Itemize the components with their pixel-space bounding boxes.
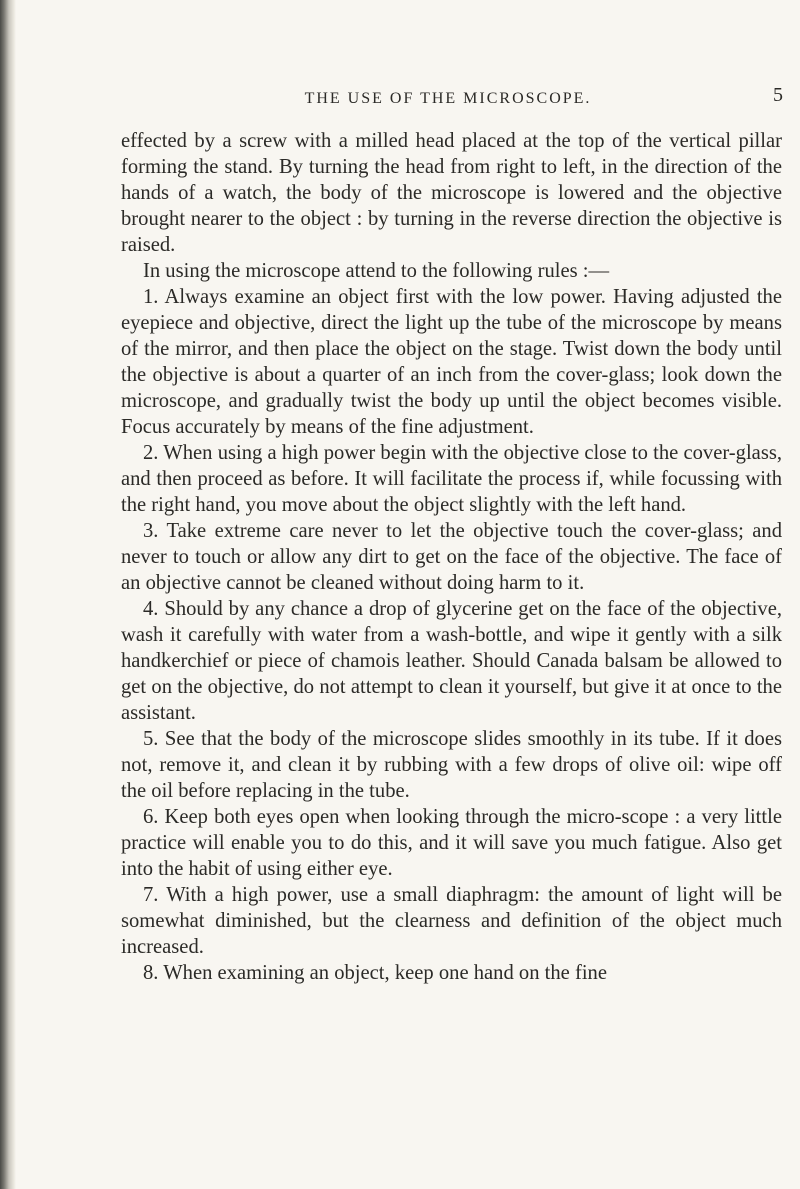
paragraph-rule-8: 8. When examining an object, keep one hand on the fine <box>143 962 607 984</box>
paragraph-rule-7: 7. With a high power, use a small diaphragm: the amount of light will be somewhat diminished, but the clearness and definition of the object much increased. <box>121 884 782 958</box>
paragraph-rule-4: 4. Should by any chance a drop of glycerine get on the face of the objective, wash it carefully with water from a wash-bottle, and wipe it gently with a silk handkerchief or piece of chamois leather. Should Canada balsam be allowed to get on the objective, do not attempt to clean it yourself, but give it at once to the assistant. <box>121 598 782 724</box>
paragraph-rule-5: 5. See that the body of the microscope slides smoothly in its tube. If it does not, remove it, and clean it by rubbing with a few drops of olive oil: wipe off the oil before replacing in the tube. <box>121 728 782 802</box>
running-head <box>112 84 784 114</box>
running-title: THE USE OF THE MICROSCOPE. <box>304 90 592 107</box>
paragraph-rule-2: 2. When using a high power begin with the objective close to the cover-glass, and then proceed as before. It will facilitate the process if, while focussing with the right hand, you move about the object slightly with the left hand. <box>121 442 782 516</box>
paragraph-continuation: effected by a screw with a milled head placed at the top of the vertical pillar forming the stand. By turning the head from right to left, in the direction of the hands of a watch, the body of the microscope is lowered and the objective brought nearer to the object : by turning in the reverse direction the objective is raised. <box>121 130 782 256</box>
paragraph-rule-6: 6. Keep both eyes open when looking through the micro-scope : a very little practice will enable you to do this, and it will save you much fatigue. Also get into the habit of using either eye. <box>121 806 782 880</box>
page-number: 5 <box>773 84 783 106</box>
paragraph-rules-intro: In using the microscope attend to the following rules :— <box>143 260 610 282</box>
page-binding-edge <box>0 0 16 1189</box>
paragraph-rule-3: 3. Take extreme care never to let the objective touch the cover-glass; and never to touch or allow any dirt to get on the face of the objective. The face of an objective cannot be cleaned without doing harm to it. <box>121 520 782 594</box>
body-text <box>121 128 782 986</box>
paragraph-rule-1: 1. Always examine an object first with the low power. Having adjusted the eyepiece and objective, direct the light up the tube of the microscope by means of the mirror, and then place the object on the stage. Twist down the body until the objective is about a quarter of an inch from the cover-glass; look down the microscope, and gradually twist the body up until the object becomes visible. Focus accurately by means of the fine adjustment. <box>121 286 782 438</box>
